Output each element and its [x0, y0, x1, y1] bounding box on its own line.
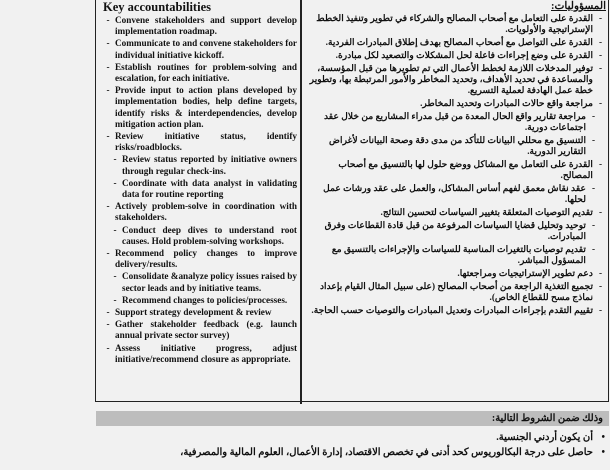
list-item-text: القدرة على وضع إجراءات فاعلة لحل المشكلات والتصعيد لكل مبادرة. — [335, 49, 593, 60]
accountability-item — [103, 319, 297, 341]
list-item-text: توحيد وتحليل قضايا السياسات المرفوعة من قبل قادة القطاعات وفرق المبادرات. — [324, 220, 586, 242]
list-item-text: التنسيق مع محللي البيانات للتأكد من مدى دقة وصحة البيانات لأغراض التقارير الدورية. — [328, 134, 586, 157]
bullet-marker: - — [113, 177, 117, 188]
list-item-text: تقديم التوصيات المتعلقة بتغيير السياسات لتحسين النتائج. — [380, 207, 593, 218]
list-item-text: مراجعة واقع حالات المبادرات وتحديد المخاطر. — [420, 98, 593, 109]
bullet-marker: - — [598, 268, 603, 279]
bullet-marker: - — [106, 38, 110, 49]
bullet-marker: - — [591, 110, 596, 121]
list-item-text: Conduct deep dives to understand root causes. Hold problem-solving workshops. — [122, 224, 297, 246]
bullet-marker: - — [598, 281, 603, 292]
list-item-text: حاصل على درجة البكالوريوس كحد أدنى في تخصص الاقتصاد، إدارة الأعمال، العلوم المالية والمصرفية، — [180, 447, 593, 458]
english-column — [103, 0, 297, 402]
condition-item — [96, 445, 609, 460]
bullet-marker: - — [598, 37, 603, 48]
bullet-marker: - — [113, 224, 117, 235]
responsibility-item — [306, 220, 606, 243]
accountability-item — [103, 201, 297, 223]
column-divider — [300, 0, 302, 404]
bullet-marker: - — [113, 154, 117, 165]
list-item-text: Assess initiative progress, adjust initiative/recommend closure as appropriate. — [115, 342, 297, 364]
accountability-item — [103, 38, 297, 60]
bullet-marker: • — [601, 447, 605, 458]
accountability-item — [103, 154, 297, 176]
bullet-marker: - — [591, 183, 596, 194]
bullet-marker: - — [598, 207, 603, 218]
list-item-text: Review initiative status, identify risks/roadblocks. — [115, 131, 297, 153]
responsibility-item — [306, 111, 606, 134]
list-item-text: Consolidate &analyze policy issues raised by sector leads and by initiative teams. — [122, 271, 297, 293]
conditions-list — [96, 430, 609, 470]
bullet-marker: - — [598, 305, 603, 316]
list-item-text: Recommend changes to policies/processes. — [122, 294, 288, 305]
bullet-marker: - — [591, 134, 596, 145]
arabic-responsibilities-list — [306, 13, 606, 316]
responsibility-item — [306, 13, 606, 36]
bullet-marker: - — [598, 98, 603, 109]
bullet-marker: - — [106, 319, 110, 330]
list-item-text: أن يكون أردني الجنسية. — [496, 432, 593, 443]
list-item-text: تقديم توصيات بالتغيرات المناسبة للسياسات والإجراءات بالتنسيق مع المسؤول المباشر. — [331, 244, 586, 266]
responsibility-item — [306, 183, 606, 206]
english-accountabilities-list — [103, 15, 297, 365]
list-item-text: تقييم التقدم بإجراءات المبادرات وتعديل المبادرات والتوصيات حسب الحاجة. — [311, 305, 593, 316]
responsibility-item — [306, 268, 606, 279]
accountability-item — [103, 178, 297, 200]
responsibility-item — [306, 98, 606, 109]
list-item-text: Communicate to and convene stakeholders for individual initiative kickoff. — [115, 38, 297, 60]
bullet-marker: - — [106, 61, 110, 72]
bullet-marker: - — [106, 85, 110, 96]
list-item-text: مراجعة تقارير واقع الحال المعدة من قبل مدراء المشاريع من خلال عقد اجتماعات دورية. — [323, 110, 586, 133]
list-item-text: دعم تطوير الإستراتيجيات ومراجعتها. — [457, 268, 593, 279]
responsibility-item — [306, 50, 606, 61]
condition-item — [96, 430, 609, 445]
bullet-marker: - — [598, 49, 603, 60]
bullet-marker: - — [598, 13, 603, 23]
bullet-marker: - — [106, 307, 110, 318]
bullet-marker: - — [106, 131, 110, 142]
accountability-item — [103, 307, 297, 318]
bullet-marker: - — [106, 342, 110, 353]
list-item-text: Convene stakeholders and support develop implementation roadmap. — [115, 15, 297, 37]
list-item-text: Actively problem-solve in coordination with stakeholders. — [115, 201, 297, 223]
accountability-item — [103, 131, 297, 153]
bullet-marker: - — [591, 220, 596, 231]
accountability-item — [103, 225, 297, 247]
list-item-text: Establish routines for problem-solving and escalation, for each initiative. — [115, 61, 297, 84]
bullet-marker: • — [601, 432, 605, 443]
list-item-text: القدرة على التعامل مع أصحاب المصالح والشركاء في تطوير وتنفيذ الخطط الإستراتيجية والأولويات. — [316, 13, 593, 35]
list-item-text: Review status reported by initiative owners through regular check-ins. — [122, 154, 297, 176]
arabic-heading: المسؤوليات: — [551, 1, 606, 12]
bullet-marker: - — [591, 244, 596, 255]
responsibility-item — [306, 281, 606, 304]
bullet-marker: - — [113, 294, 117, 305]
accountability-item — [103, 248, 297, 270]
responsibility-item — [306, 37, 606, 48]
bullet-marker: - — [106, 248, 110, 259]
accountability-item — [103, 343, 297, 365]
list-item-text: توفير المدخلات اللازمة لخطط الأعمال التي تم تطويرها من قبل المؤسسة، والمساعدة في تحديد الأهداف، وتحديد المخاطر والأمور المرتبطة بها، وتطوير خطة عمل الهادفة لعملية التسريع. — [309, 62, 593, 96]
bullet-marker: - — [598, 62, 603, 73]
list-item-text: Coordinate with data analyst in validating data for routine reporting — [122, 177, 297, 200]
bullet-marker: - — [106, 201, 110, 212]
list-item-text: Recommend policy changes to improve delivery/results. — [115, 248, 297, 270]
list-item-text: Provide input to action plans developed by implementation bodies, help define targets, identify risks & interdependencies, develop mitigation action plan. — [115, 85, 297, 129]
responsibility-item — [306, 135, 606, 158]
conditions-heading: وذلك ضمن الشروط التالية: — [96, 411, 609, 426]
responsibility-item — [306, 244, 606, 267]
accountability-item — [103, 85, 297, 130]
list-item-text: عقد نقاش معمق لفهم أساس المشاكل، والعمل على عقد ورشات عمل لحلها. — [323, 183, 586, 205]
responsibility-item — [306, 63, 606, 97]
list-item-text: القدرة على التعامل مع المشاكل ووضع حلول لها بالتنسيق مع أصحاب المصالح. — [338, 159, 593, 181]
bullet-marker: - — [106, 15, 110, 25]
english-heading: Key accountabilities — [103, 0, 211, 14]
list-item-text: تجميع التغذية الراجعة من أصحاب المصالح (على سبيل المثال القيام بإعداد نماذج مسح للقطاع الخاص). — [319, 281, 593, 303]
responsibility-item — [306, 159, 606, 182]
responsibility-item — [306, 305, 606, 316]
responsibility-item — [306, 207, 606, 218]
list-item-text: القدرة على التواصل مع أصحاب المصالح بهدف إطلاق المبادرات الفردية. — [325, 37, 593, 48]
list-item-text: Support strategy development & review — [115, 307, 272, 318]
arabic-column — [306, 0, 606, 402]
accountability-item — [103, 295, 297, 306]
list-item-text: Gather stakeholder feedback (e.g. launch annual private sector survey) — [115, 319, 297, 341]
accountability-item — [103, 15, 297, 37]
bullet-marker: - — [113, 271, 117, 282]
accountability-item — [103, 62, 297, 84]
accountability-item — [103, 271, 297, 293]
bullet-marker: - — [598, 159, 603, 170]
